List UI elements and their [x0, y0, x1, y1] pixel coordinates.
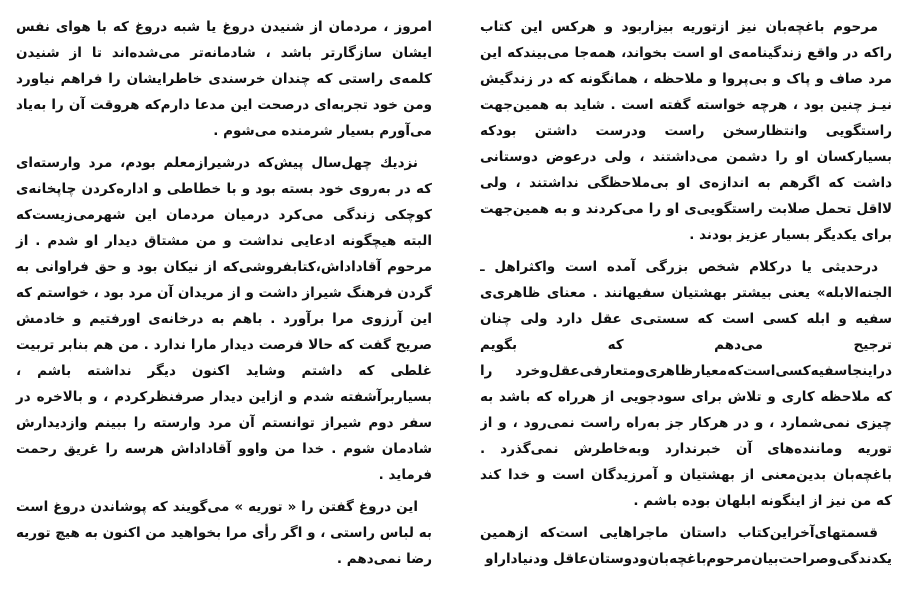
- right-paragraph-2: درحدیثی یا درکلام شخص بزرگی آمده است واکثراهل ـ الجنه‌الابله» یعنی بیشتر بهشتیان سفیهانند . معنای ظاهری‌ی سفیه و ابله کسی است که سستی‌ی عقل دارد ولی چنان ترجیح می‌دهم که بگویم درا‌ینجاسفیه‌کسی‌است‌که‌معیارظاهری‌ومتعارفی‌عقل‌وخرد را که ملاحظه کاری و تلاش برای سودجویی از هرراه که باشد به چیزی نمی‌شمارد ، و در هرکار جز به‌راه راست نمی‌رود ، و از توریه وماننده‌های آن خبرندارد وبه‌خاطرش نمی‌گذرد . باغچه‌بان بدین‌معنی از بهشتیان و آمرزیدگان است و خدا کند که من نیز از اینگونه ابلهان بوده باشم .: [480, 259, 892, 509]
- left-paragraph-1: امروز ، مردمان از شنیدن دروغ یا شبه دروغ که با هوای نفس ایشان سازگارتر باشد ، شادمانه‌تر می‌شده‌اند تا از شنیدن کلمه‌ی راستی که چندان خرسندی خاطرایشان را فراهم نیاورد ومن خود تجربه‌ای درصحت این مدعا دارم‌که هروقت آن را به‌یاد می‌آورم بسیار شرمنده می‌شوم .: [16, 19, 432, 139]
- left-page: [14, 14, 432, 603]
- left-paragraph-2: نزدیك چهل‌سال پیش‌که درشیرازمعلم بودم، مرد وارسته‌ای که در به‌روی خود بسته بود و با خطاطی و اداره‌کردن چاپخانه‌ی کوچکی زندگی می‌کرد درمیان مردمان این شهرمی‌زیست‌که البته هیچگونه ادعایی نداشت و من مشتاق دیدار او شدم . از مرحوم آقاداداش،کتابفروشی‌که از نیکان بود و حق فراوانی به گردن فرهنگ شیراز داشت و از مریدان آن مرد بود ، خواستم که این آرزوی مرا برآورد . باهم به درخانه‌ی اورفتیم و خادمش صریح گفت که حالا فرصت دیدار مارا ندارد . من هم بنابر تربیت غلطی که داشتم وشاید اکنون دیگر نداشته باشم ، بسیاربرآشفته شدم و ازاین دیدار صرفنظرکردم ، و بالاخره در سفر دوم شیراز توانستم آن مرد وارسته را ببینم وازدیدارش شادمان شوم . خدا من واوو آقاداداش هرسه را غریق رحمت فرماید .: [16, 155, 432, 483]
- right-page: [480, 14, 898, 603]
- right-paragraph-3: قسمتهای‌آخراین‌کتاب داستان ماجراهایی است‌که ازهمین یکدندگی‌وصراحت‌بیان‌مرحوم‌باغچه‌بان‌ودوستان‌عاقل ودنیادارا‌و: [480, 525, 892, 567]
- left-paragraph-3: این دروغ گفتن را « توریه » می‌گویند که پوشاندن دروغ است به لباس راستی ، و اگر رأی مرا بخواهید من اکنون به هیچ توریه رضا نمی‌دهم .: [16, 499, 432, 567]
- right-paragraph-1: مرحوم باغچه‌بان نیز ازتوریه بیزاربود و هرکس این کتاب راکه در واقع زندگینامه‌ی او است بخواند، همه‌جا می‌بیندکه این مرد صاف و پاک و بی‌پروا و ملاحظه ، همانگونه که در زندگیش نیـز چنین بود ، هرچه خواسته گفته است . شاید به همین‌جهت راستگویی وانتظارسخن راست ودرست داشتن بودکه بسیارکسان او را دشمن می‌داشتند ، ولی درعوض دوستانی داشت که اگرهم به اندازه‌ی او بی‌ملاحظگی نداشتند ، ولی لااقل تحمل صلابت راستگویی‌ی او را می‌کردند و به همین‌جهت برای یکدیگر بسیار عزیز بودند .: [480, 19, 892, 243]
